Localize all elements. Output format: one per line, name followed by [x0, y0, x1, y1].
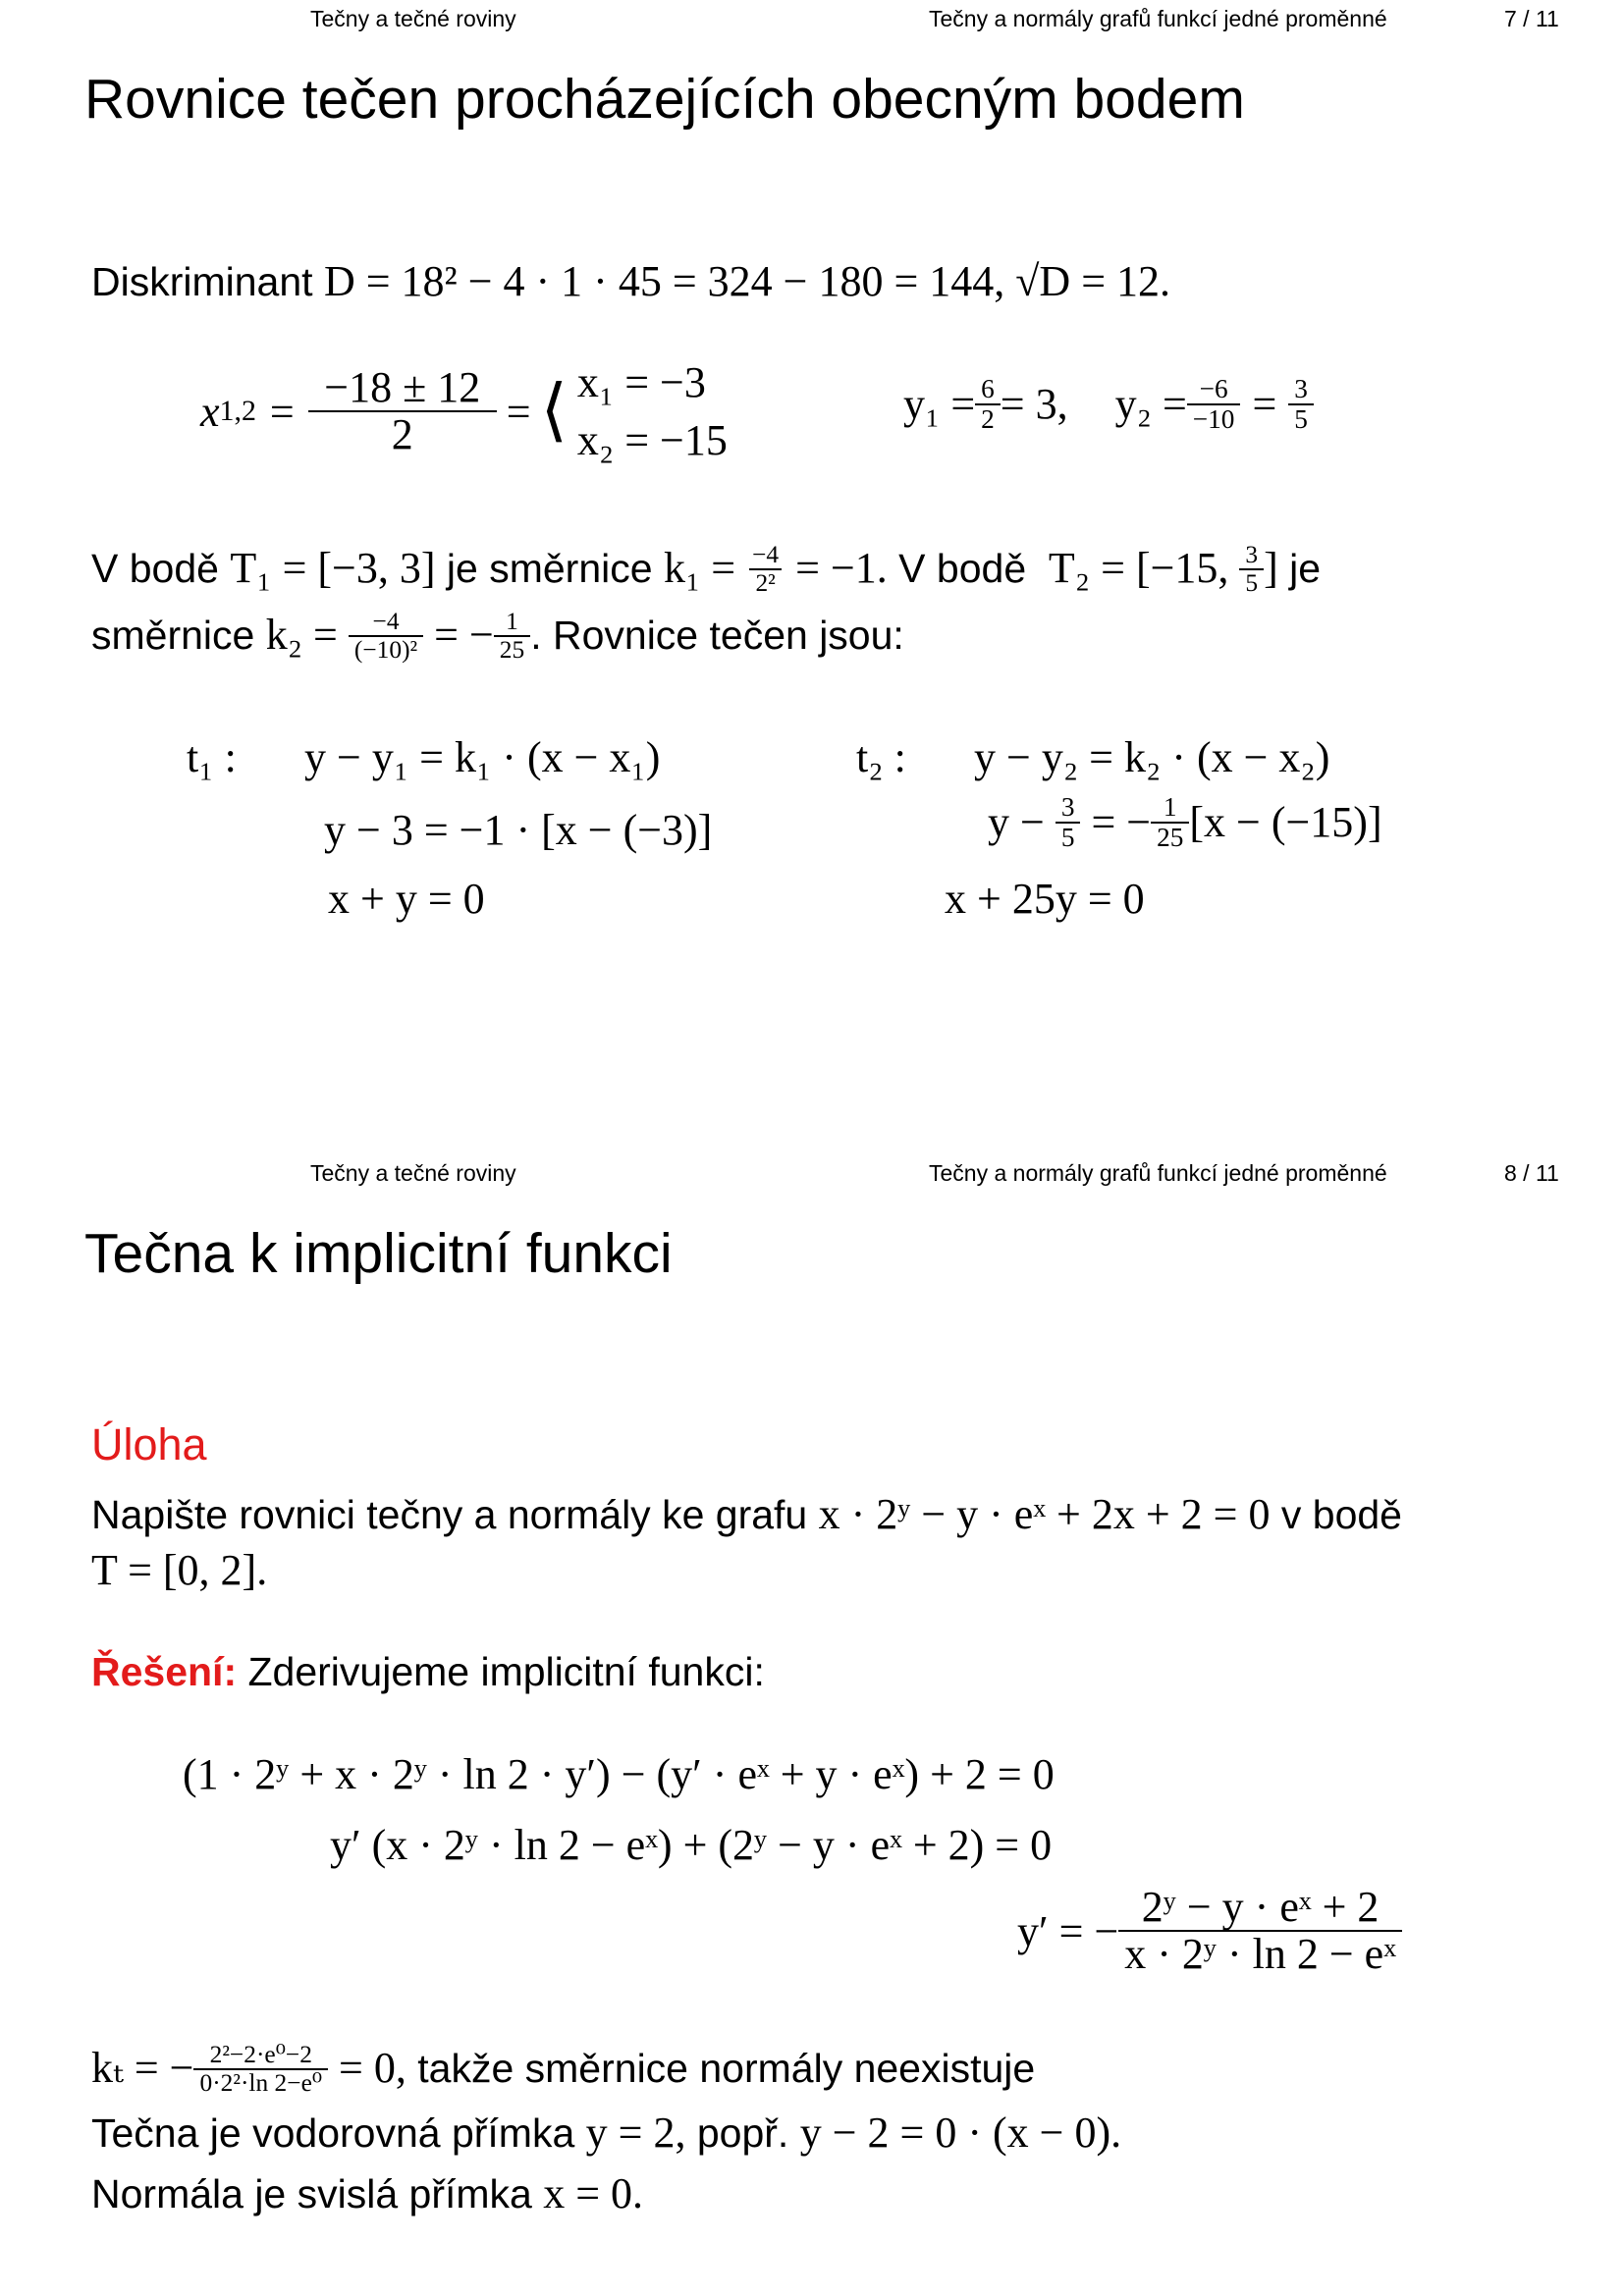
eq3-lhs: y′ = − — [1017, 1906, 1119, 1955]
k1-numerator: −4 — [752, 541, 780, 568]
k2-fraction — [349, 609, 423, 663]
angle-bracket: ⟨ — [540, 373, 568, 450]
T2-fraction — [1239, 542, 1264, 596]
point-T2: T₂ = [−15, — [1048, 544, 1240, 593]
roots-denominator: 2 — [308, 410, 497, 457]
T2-numerator: 3 — [1245, 541, 1259, 568]
normal-eq: x = 0. — [543, 2169, 644, 2217]
y2-numerator: −6 — [1199, 374, 1228, 403]
slide1-header-center: Tečny a normály grafů funkcí jedné proměnné — [929, 6, 1387, 31]
t2-l2-numerator: 3 — [1060, 792, 1075, 822]
task-line1 — [91, 1490, 1402, 1540]
t1-label: t₁ : — [187, 733, 237, 781]
kt-text: takže směrnice normály neexistuje — [406, 2046, 1036, 2092]
kt-result: = 0, — [328, 2044, 406, 2093]
para-text-a: V bodě — [91, 546, 219, 592]
task-text-b: v bodě — [1270, 1492, 1402, 1537]
roots-numerator: −18 ± 12 — [324, 363, 481, 412]
k1-label: k₁ = — [663, 544, 747, 593]
discriminant-formula: D = 18² − 4 · 1 · 45 = 324 − 180 = 144, √D = 12. — [323, 257, 1171, 305]
kt-denominator: 0·2²·ln 2−e⁰ — [193, 2068, 328, 2097]
t2-line2 — [988, 793, 1382, 851]
task-heading: Úloha — [91, 1419, 207, 1469]
k2-numerator-simplified: 1 — [506, 608, 518, 635]
task-text-a: Napište rovnici tečny a normály ke grafu — [91, 1492, 819, 1537]
para2-text-end: . Rovnice tečen jsou: — [530, 613, 904, 659]
normal-line — [91, 2169, 643, 2219]
t2-l2-rhs: [x − (−15)] — [1189, 798, 1382, 847]
t2-label: t₂ : — [856, 733, 906, 781]
slopes-paragraph-line1 — [91, 542, 1321, 596]
point-T1: T₁ = [−3, 3] — [230, 544, 436, 593]
derivative-eq2: y′ (x · 2ʸ · ln 2 − eˣ) + (2ʸ − y · eˣ + 2) = 0 — [330, 1821, 1053, 1869]
eq3-denominator: x · 2ʸ · ln 2 − eˣ — [1118, 1930, 1402, 1977]
slide2-header-center: Tečny a normály grafů funkcí jedné proměnné — [929, 1160, 1387, 1186]
kt-line — [91, 2042, 1035, 2096]
y2-denominator: −10 — [1187, 403, 1241, 434]
root-x1: x₁ = −3 — [576, 358, 706, 406]
roots-formula: x 1,2 = $\frac{-18 \pm 12}{2}$ = ⟨ x₁ = −3 x₂ = −15 — [200, 353, 728, 470]
t2-line1: y − y₂ = k₂ · (x − x₂) — [974, 733, 1330, 781]
tangent-eq2: y − 2 = 0 · (x − 0). — [799, 2109, 1122, 2157]
solution-line — [91, 1649, 765, 1695]
T2-close-bracket: ] — [1264, 544, 1278, 593]
eq3-numerator: 2ʸ − y · eˣ + 2 — [1141, 1883, 1380, 1931]
discriminant-label: Diskriminant — [91, 259, 324, 304]
k1-result: = −1. — [785, 544, 888, 593]
t2-l2-fraction2 — [1151, 793, 1189, 851]
x12-subscript: 1,2 — [219, 395, 256, 428]
t2-l2-fraction — [1056, 793, 1081, 851]
k2-denominator-simplified: 25 — [494, 635, 530, 664]
y1-label: y₁ = — [903, 380, 976, 429]
k2-denominator: (−10)² — [349, 635, 423, 664]
derivative-eq3 — [1017, 1885, 1402, 1977]
slide2-header-left: Tečny a tečné roviny — [310, 1160, 516, 1186]
kt-fraction — [193, 2042, 328, 2096]
kt-numerator: 2²−2·e⁰−2 — [209, 2041, 312, 2068]
y1-fraction — [975, 375, 1001, 433]
t1-line2: y − 3 = −1 · [x − (−3)] — [324, 806, 713, 854]
k1-denominator: 2² — [749, 568, 781, 597]
y1-numerator: 6 — [981, 374, 995, 403]
t2-l2-denominator: 5 — [1056, 822, 1081, 852]
roots-cases — [577, 353, 728, 470]
slide1-title: Rovnice tečen procházejících obecným bodem — [84, 68, 1245, 131]
y1-result: = 3, — [1000, 380, 1068, 429]
slide1-header-left: Tečny a tečné roviny — [310, 6, 516, 31]
roots-fraction — [308, 365, 497, 457]
y2-fraction — [1187, 375, 1241, 433]
y-values: y₁ = $\frac{6}{2}$ = 3, y₂ = $\frac{-6}{-10}$ = $\frac{3}{5}$ — [903, 375, 1314, 433]
y2-label: y₂ = — [1114, 380, 1187, 429]
normal-text-a: Normála je svislá přímka — [91, 2171, 544, 2216]
y1-denominator: 2 — [975, 403, 1001, 434]
y2-denominator-simplified: 5 — [1288, 403, 1314, 434]
eq3-fraction — [1118, 1885, 1402, 1977]
t2-line3: x + 25y = 0 — [945, 875, 1145, 923]
solution-text: Zderivujeme implicitní funkci: — [237, 1649, 765, 1694]
slopes-paragraph-line2 — [91, 609, 904, 663]
t1-line3: x + y = 0 — [328, 875, 485, 923]
k2-numerator: −4 — [372, 608, 400, 635]
t2-l2-denominator2: 25 — [1151, 822, 1189, 852]
k1-fraction — [746, 542, 785, 596]
task-equation: x · 2ʸ − y · eˣ + 2x + 2 = 0 — [818, 1490, 1271, 1538]
t2-l2-equals: = − — [1080, 798, 1152, 847]
para-text-d: je — [1277, 546, 1322, 592]
T2-denominator: 5 — [1239, 568, 1264, 597]
t2-l2-numerator2: 1 — [1163, 792, 1177, 822]
kt-label: kₜ = − — [91, 2044, 194, 2093]
slide1-page-number: 7 / 11 — [1504, 6, 1559, 31]
para-text-c: V bodě — [887, 546, 1038, 592]
k2-equals: = − — [423, 611, 494, 660]
tangent-line — [91, 2109, 1121, 2159]
t1-line1: y − y₁ = k₁ · (x − x₁) — [304, 733, 661, 781]
k2-fraction-simplified — [494, 609, 530, 663]
k2-label: k₂ = — [265, 611, 349, 660]
solution-label: Řešení: — [91, 1649, 238, 1694]
tangent-eq1: y = 2, — [585, 2109, 686, 2157]
discriminant-line — [91, 257, 1170, 307]
root-x2: x₂ = −15 — [576, 416, 728, 465]
y2-fraction-simplified — [1288, 375, 1314, 433]
slide2-title: Tečna k implicitní funkci — [84, 1222, 673, 1285]
tangent-text-a: Tečna je vodorovná přímka — [91, 2110, 586, 2156]
y2-numerator-simplified: 3 — [1294, 374, 1308, 403]
x12-symbol: x — [200, 387, 220, 436]
t2-l2-lhs: y − — [988, 798, 1056, 847]
para2-text-a: směrnice — [91, 613, 266, 659]
slide2-page-number: 8 / 11 — [1504, 1160, 1559, 1186]
derivative-eq1: (1 · 2ʸ + x · 2ʸ · ln 2 · y′) − (y′ · eˣ + y · eˣ) + 2 = 0 — [183, 1750, 1055, 1798]
para-text-b: je směrnice — [435, 546, 664, 592]
tangent-text-b: popř. — [685, 2110, 800, 2156]
task-point: T = [0, 2]. — [91, 1546, 268, 1594]
